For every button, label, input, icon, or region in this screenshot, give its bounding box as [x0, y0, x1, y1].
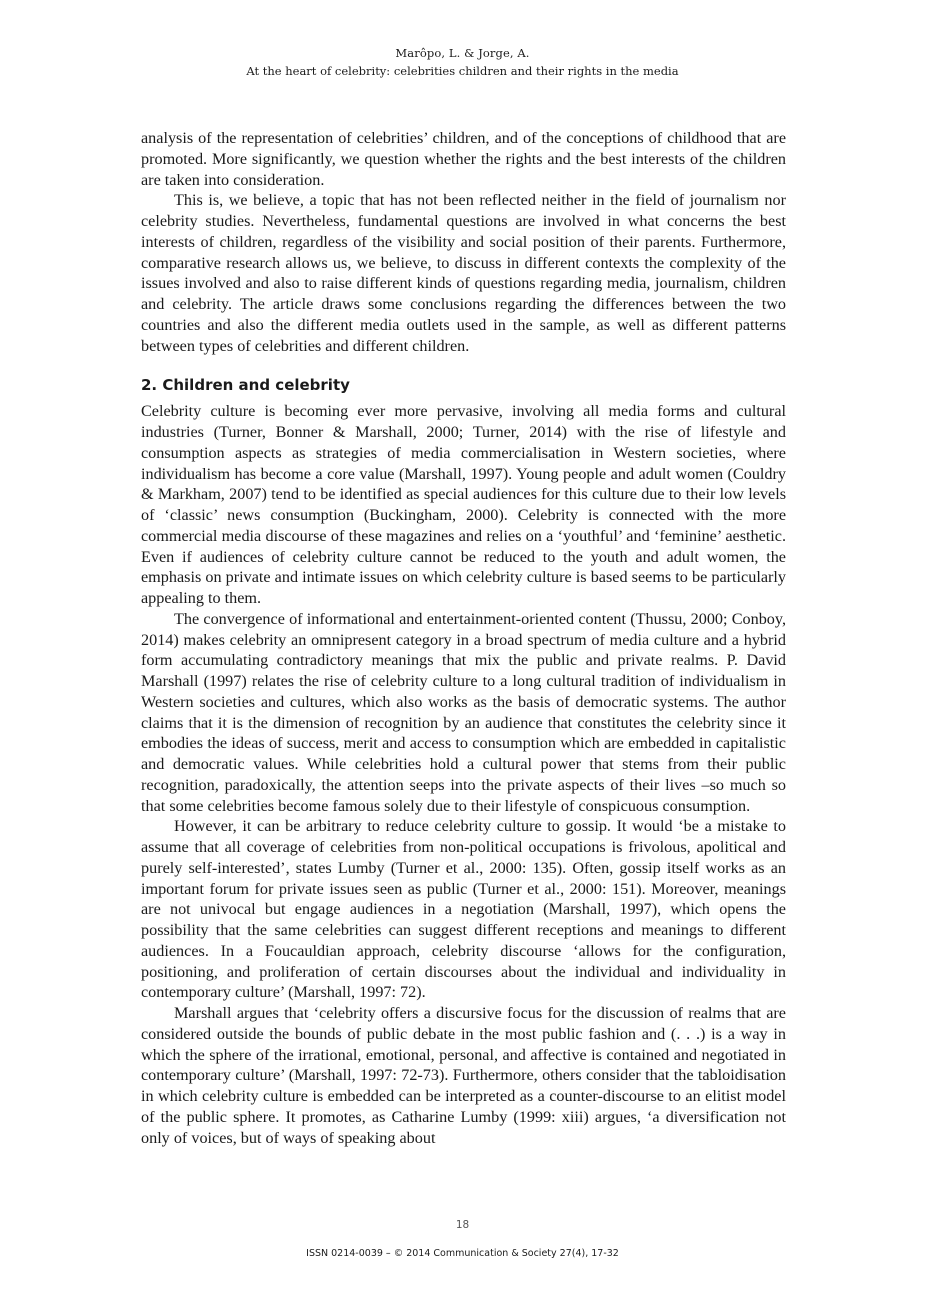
running-head-title: At the heart of celebrity: celebrities children and their rights in the media: [246, 64, 679, 78]
running-head-authors: Marôpo, L. & Jorge, A.: [395, 46, 530, 60]
section-paragraph-4: Marshall argues that ‘celebrity offers a discursive focus for the discussion of realms that are considered outside the bounds of public debate in the most public fashion and (. . .) is a way in which the sphere of the irrational, emotional, personal, and affective is contained and negotiated in contemporary culture’ (Marshall, 1997: 72-73). Furthermore, others consider that the tabloidisation in which celebrity culture is embedded can be interpreted as a counter-discourse to an elitist model of the public sphere. It promotes, as Catharine Lumby (1999: xiii) argues, ‘a diversification not only of voices, but of ways of speaking about: [141, 1004, 786, 1147]
section-paragraph-1: Celebrity culture is becoming ever more pervasive, involving all media forms and cultural industries (Turner, Bonner & Marshall, 2000; Turner, 2014) with the rise of lifestyle and consumption aspects as strategies of media commercialisation in Western societies, where individualism has become a core value (Marshall, 1997). Young people and adult women (Couldry & Markham, 2007) tend to be identified as special audiences for this culture due to their low levels of ‘classic’ news consumption (Buckingham, 2000). Celebrity is connected with the more commercial media discourse of these magazines and relies on a ‘youthful’ and ‘feminine’ aesthetic. Even if audiences of celebrity culture cannot be reduced to the youth and adult women, the emphasis on private and intimate issues on which celebrity culture is based seems to be particularly appealing to them.: [141, 402, 786, 607]
page-number: 18: [455, 1219, 470, 1231]
section-heading-children-and-celebrity: 2. Children and celebrity: [141, 376, 350, 395]
intro-paragraph-1: analysis of the representation of celebrities’ children, and of the conceptions of childhood that are promoted. More significantly, we question whether the rights and the best interests of the children are taken into consideration.: [141, 129, 786, 189]
section-paragraph-3: However, it can be arbitrary to reduce celebrity culture to gossip. It would ‘be a mistake to assume that all coverage of celebrities from non-political occupations is frivolous, apolitical and purely self-interested’, states Lumby (Turner et al., 2000: 135). Often, gossip itself works as an important forum for private issues seen as public (Turner et al., 2000: 151). Moreover, meanings are not univocal but engage audiences in a negotiation (Marshall, 1997), which opens the possibility that the same celebrities can suggest different receptions and meanings to different audiences. In a Foucauldian approach, celebrity discourse ‘allows for the configuration, positioning, and proliferation of certain discourses about the individual and individuality in contemporary culture’ (Marshall, 1997: 72).: [141, 817, 786, 1002]
journal-citation-footer: ISSN 0214-0039 – © 2014 Communication & Society 27(4), 17-32: [306, 1248, 619, 1259]
section-paragraph-2: The convergence of informational and entertainment-oriented content (Thussu, 2000; Conboy, 2014) makes celebrity an omnipresent category in a broad spectrum of media culture and a hybrid form accumulating contradictory meanings that mix the public and private realms. P. David Marshall (1997) relates the rise of celebrity culture to a long cultural tradition of individualism in Western societies and cultures, which also works as the basis of democratic systems. The author claims that it is the dimension of recognition by an audience that constitutes the celebrity since it embodies the ideas of success, merit and access to consumption which are embedded in capitalistic and democratic values. While celebrities hold a cultural power that stems from their public recognition, paradoxically, the attention seeps into the private aspects of their lives –so much so that some celebrities become famous solely due to their lifestyle of conspicuous consumption.: [141, 609, 786, 815]
article-body: [141, 128, 786, 1148]
intro-paragraph-2: This is, we believe, a topic that has not been reflected neither in the field of journalism nor celebrity studies. Nevertheless, fundamental questions are involved in what concerns the best interests of children, regardless of the visibility and social position of their parents. Furthermore, comparative research allows us, we believe, to discuss in different contexts the complexity of the issues involved and also to raise different kinds of questions regarding media, journalism, children and celebrity. The article draws some conclusions regarding the differences between the two countries and also the different media outlets used in the sample, as well as different patterns between types of celebrities and different children.: [141, 191, 786, 355]
